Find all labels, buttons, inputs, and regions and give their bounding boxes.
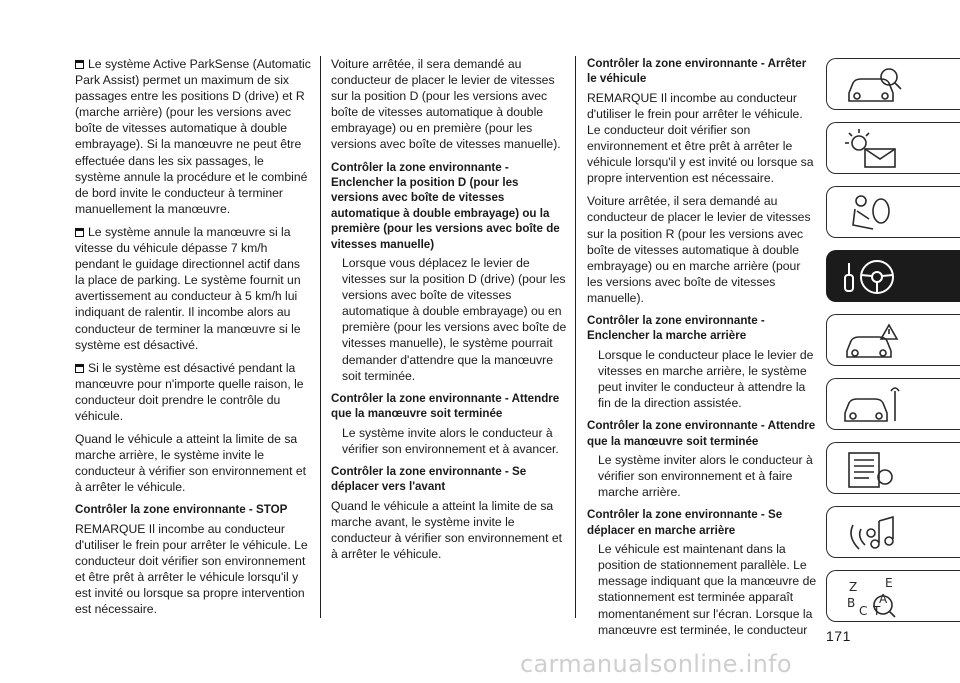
paragraph: Le véhicule est maintenant dans la position de stationnement parallèle. Le message indiquant que la manœuvre de stationnement est terminée apparaît momentanément sur l'écran. Lorsque la manœuvre est terminée, le conducteur bbox=[598, 542, 817, 637]
chapter-tab-servicing[interactable] bbox=[826, 378, 960, 430]
bullet-icon bbox=[75, 228, 84, 237]
alphabetical-index-icon bbox=[839, 575, 949, 619]
paragraph: Voiture arrêtée, il sera demandé au conducteur de placer le levier de vitesses sur la position R (pour les versions avec boîte de vitesses automatique à double embrayage) ou en marche arrière (pour les versions avec boîte de vitesses manuelle). bbox=[587, 194, 811, 305]
chapter-tab-starting-driving[interactable] bbox=[826, 250, 960, 302]
car-breakdown-icon bbox=[839, 319, 949, 363]
airbag-seat-icon bbox=[839, 191, 949, 235]
warning-lights-icon bbox=[839, 127, 949, 171]
chapter-tabs bbox=[826, 58, 960, 634]
paragraph: Le système invite alors le conducteur à vérifier son environnement et à avancer. bbox=[342, 425, 559, 456]
index-letter: B bbox=[847, 596, 856, 610]
bullet-icon bbox=[75, 60, 84, 69]
chapter-tab-dashboard[interactable] bbox=[826, 58, 960, 110]
car-search-icon bbox=[839, 63, 949, 107]
section-heading: Contrôler la zone environnante - Enclencher la position D (pour les versions avec boîte de vitesses automatique à double embrayage) ou la première (pour les versions avec boîte de vitesses manuelle) bbox=[331, 160, 560, 251]
text-column-2 bbox=[331, 56, 567, 569]
bullet-paragraph: Le système Active ParkSense (Automatic Park Assist) permet un maximum de six passages entre les positions D (drive) et R (marche arrière) (pour les versions avec boîte de vitesses automatique à double embrayage). Si la manœuvre ne peut être effectuée dans les six passages, le système annule la procédure et le combiné de bord invite le conducteur à terminer manuellement la manœuvre. bbox=[75, 57, 311, 216]
paragraph: Lorsque vous déplacez le levier de vitesses sur la position D (drive) (pour les versions avec boîte de vitesses automatique à double embrayage) ou en première (pour les versions avec boîte de vitesses manuelle), le système pourrait demander d'attendre que la manœuvre soit terminée. bbox=[342, 256, 567, 383]
page-number: 171 bbox=[826, 628, 851, 644]
bullet-paragraph: Le système annule la manœuvre si la vitesse du véhicule dépasse 7 km/h pendant le guidage directionnel actif dans la place de parking. Le système fournit un avertissement au conducteur à 5 km/h lui indiquant de ralentir. Il incombe alors au conducteur de terminer la manœuvre si le système est désactivé. bbox=[75, 224, 301, 352]
bullet-paragraph: Si le système est désactivé pendant la manœuvre pour n'importe quelle raison, le conducteur doit prendre le contrôle du véhicule. bbox=[75, 360, 304, 423]
paragraph: Quand le véhicule a atteint la limite de sa marche arrière, le système invite le conducteur à vérifier son environnement et à arrêter le véhicule. bbox=[75, 432, 307, 495]
paragraph: REMARQUE Il incombe au conducteur d'utiliser le frein pour arrêter le véhicule. Le conducteur doit vérifier son environnement et être prêt à arrêter le véhicule lorsqu'il y est invité ou lorsque sa propre intervention est nécessaire. bbox=[587, 90, 814, 186]
chapter-tab-emergency[interactable] bbox=[826, 314, 960, 366]
index-letter: Z bbox=[849, 580, 858, 594]
text-column-3 bbox=[587, 56, 817, 645]
index-letter: T bbox=[873, 604, 881, 618]
key-steering-wheel-icon bbox=[839, 255, 949, 299]
paragraph: Quand le véhicule a atteint la limite de sa marche avant, le système invite le conducteur à vérifier son environnement et à arrêter le véhicule. bbox=[331, 498, 563, 561]
chapter-tab-index[interactable] bbox=[826, 570, 960, 622]
specifications-icon bbox=[839, 447, 949, 491]
index-letter: A bbox=[879, 592, 888, 606]
section-heading: Contrôler la zone environnante - Se déplacer en marche arrière bbox=[587, 508, 783, 537]
paragraph: Le système inviter alors le conducteur à vérifier son environnement et à faire marche arrière. bbox=[598, 453, 813, 500]
multimedia-icon bbox=[839, 511, 949, 555]
car-service-icon bbox=[839, 383, 949, 427]
text-column-1 bbox=[75, 56, 311, 624]
chapter-tab-safety[interactable] bbox=[826, 186, 960, 238]
bullet-icon bbox=[75, 364, 84, 373]
paragraph: REMARQUE Il incombe au conducteur d'utiliser le frein pour arrêter le véhicule. Le conducteur doit vérifier son environnement et être prêt à arrêter le véhicule lorsqu'il y est invité ou lorsque sa propre intervention est nécessaire. bbox=[75, 521, 308, 617]
column-separator bbox=[320, 56, 321, 618]
paragraph: Voiture arrêtée, il sera demandé au conducteur de placer le levier de vitesses sur la position D (pour les versions avec boîte de vitesses automatique à double embrayage) ou en première (pour les versions avec boîte de vitesses manuelle). bbox=[331, 57, 561, 152]
chapter-tab-specifications[interactable] bbox=[826, 442, 960, 494]
column-separator bbox=[575, 56, 576, 618]
section-heading: Contrôler la zone environnante - Enclencher la marche arrière bbox=[587, 314, 765, 343]
section-heading: Contrôler la zone environnante - Arrêter le véhicule bbox=[587, 57, 807, 86]
section-heading: Contrôler la zone environnante - Se déplacer vers l'avant bbox=[331, 464, 527, 494]
index-letter: E bbox=[885, 576, 893, 590]
paragraph: Lorsque le conducteur place le levier de vitesses en marche arrière, le système peut inviter le conducteur à attendre la fin de la direction assistée. bbox=[598, 347, 814, 411]
section-heading: Contrôler la zone environnante - Attendre que la manœuvre soit terminée bbox=[587, 419, 816, 448]
watermark: carmanualsonline.info bbox=[520, 650, 792, 678]
section-heading: Contrôler la zone environnante - Attendre que la manœuvre soit terminée bbox=[331, 391, 560, 421]
chapter-tab-multimedia[interactable] bbox=[826, 506, 960, 558]
index-letter: C bbox=[859, 604, 868, 618]
section-heading: Contrôler la zone environnante - STOP bbox=[75, 503, 288, 517]
chapter-tab-warnings[interactable] bbox=[826, 122, 960, 174]
